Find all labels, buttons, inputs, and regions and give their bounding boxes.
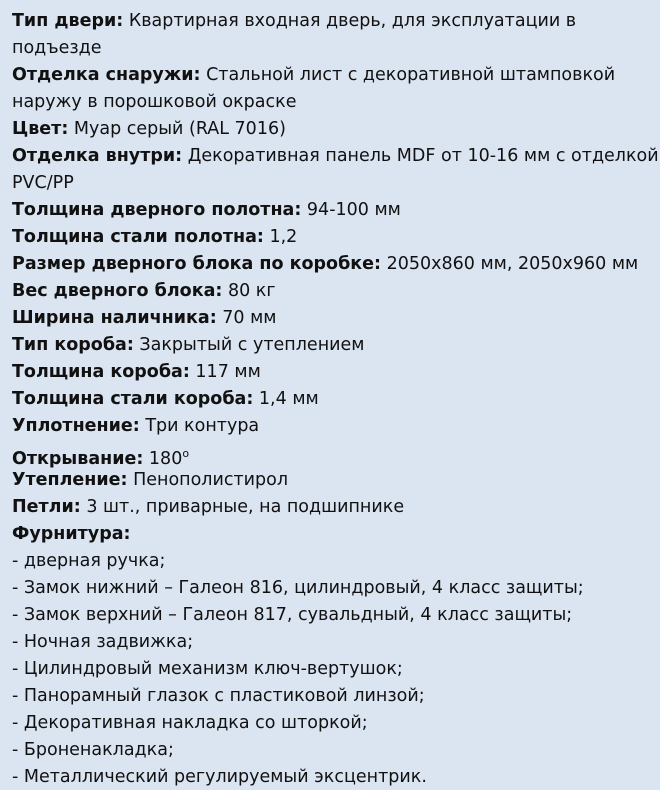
door-type-row xyxy=(12,8,660,35)
hardware-item: - Декоративная накладка со шторкой; xyxy=(12,713,368,733)
hardware-item: - Замок нижний – Галеон 816, цилиндровый, 4 класс защиты; xyxy=(12,578,584,598)
frame-thickness-value: 117 мм xyxy=(189,362,261,382)
hardware-row xyxy=(12,521,660,548)
hardware-item: - Цилиндровый механизм ключ-вертушок; xyxy=(12,659,403,679)
seal-row xyxy=(12,413,660,440)
trim-width-row xyxy=(12,305,660,332)
frame-thickness-row xyxy=(12,359,660,386)
outside-finish-value-cont: наружу в порошковой окраске xyxy=(12,92,297,112)
outside-finish-value: Стальной лист с декоративной штамповкой xyxy=(200,65,616,85)
frame-type-value: Закрытый с утеплением xyxy=(133,335,365,355)
frame-steel-row xyxy=(12,386,660,413)
degree-symbol: o xyxy=(182,447,190,460)
leaf-steel-label: Толщина стали полотна: xyxy=(12,227,264,247)
outside-finish-label: Отделка снаружи: xyxy=(12,65,201,85)
block-weight-row xyxy=(12,278,660,305)
frame-steel-value: 1,4 мм xyxy=(253,389,319,409)
insulation-value: Пенополистирол xyxy=(127,470,289,490)
opening-label: Открывание: xyxy=(12,449,144,469)
leaf-steel-row xyxy=(12,224,660,251)
door-type-label: Тип двери: xyxy=(12,11,124,31)
door-type-value: Квартирная входная дверь, для эксплуатации в xyxy=(123,11,577,31)
block-weight-label: Вес дверного блока: xyxy=(12,281,223,301)
leaf-steel-value: 1,2 xyxy=(263,227,298,247)
hardware-item: - Замок верхний – Галеон 817, сувальдный, 4 класс защиты; xyxy=(12,605,573,625)
door-type-value-cont: подъезде xyxy=(12,38,102,58)
frame-steel-label: Толщина стали короба: xyxy=(12,389,254,409)
inside-finish-value-cont: PVC/PP xyxy=(12,173,74,193)
seal-label: Уплотнение: xyxy=(12,416,140,436)
outside-finish-row xyxy=(12,62,660,89)
leaf-thickness-row xyxy=(12,197,660,224)
inside-finish-label: Отделка внутри: xyxy=(12,146,183,166)
block-size-value: 2050х860 мм, 2050х960 мм xyxy=(381,254,639,274)
inside-finish-value: Декоративная панель MDF от 10-16 мм с отделкой xyxy=(182,146,659,166)
hardware-item: - Ночная задвижка; xyxy=(12,632,194,652)
trim-width-label: Ширина наличника: xyxy=(12,308,217,328)
color-value: Муар серый (RAL 7016) xyxy=(68,119,286,139)
opening-value: 180 xyxy=(143,449,183,469)
frame-type-label: Тип короба: xyxy=(12,335,134,355)
seal-value: Три контура xyxy=(139,416,260,436)
block-size-label: Размер дверного блока по коробке: xyxy=(12,254,382,274)
outside-finish-row-cont xyxy=(12,89,660,116)
hardware-item: - дверная ручка; xyxy=(12,551,166,571)
block-size-row xyxy=(12,251,660,278)
color-label: Цвет: xyxy=(12,119,69,139)
frame-thickness-label: Толщина короба: xyxy=(12,362,190,382)
opening-row xyxy=(12,440,660,467)
hardware-label: Фурнитура: xyxy=(12,524,131,544)
frame-type-row xyxy=(12,332,660,359)
insulation-row xyxy=(12,467,660,494)
insulation-label: Утепление: xyxy=(12,470,128,490)
door-type-row-cont xyxy=(12,35,660,62)
leaf-thickness-value: 94-100 мм xyxy=(301,200,401,220)
block-weight-value: 80 кг xyxy=(222,281,276,301)
hinges-label: Петли: xyxy=(12,497,81,517)
hardware-item: - Металлический регулируемый эксцентрик. xyxy=(12,767,427,787)
hinges-value: 3 шт., приварные, на подшипнике xyxy=(80,497,405,517)
inside-finish-row xyxy=(12,143,660,170)
color-row xyxy=(12,116,660,143)
inside-finish-row-cont xyxy=(12,170,660,197)
trim-width-value: 70 мм xyxy=(216,308,277,328)
hardware-item: - Броненакладка; xyxy=(12,740,174,760)
leaf-thickness-label: Толщина дверного полотна: xyxy=(12,200,302,220)
hardware-item: - Панорамный глазок с пластиковой линзой; xyxy=(12,686,425,706)
hinges-row xyxy=(12,494,660,521)
